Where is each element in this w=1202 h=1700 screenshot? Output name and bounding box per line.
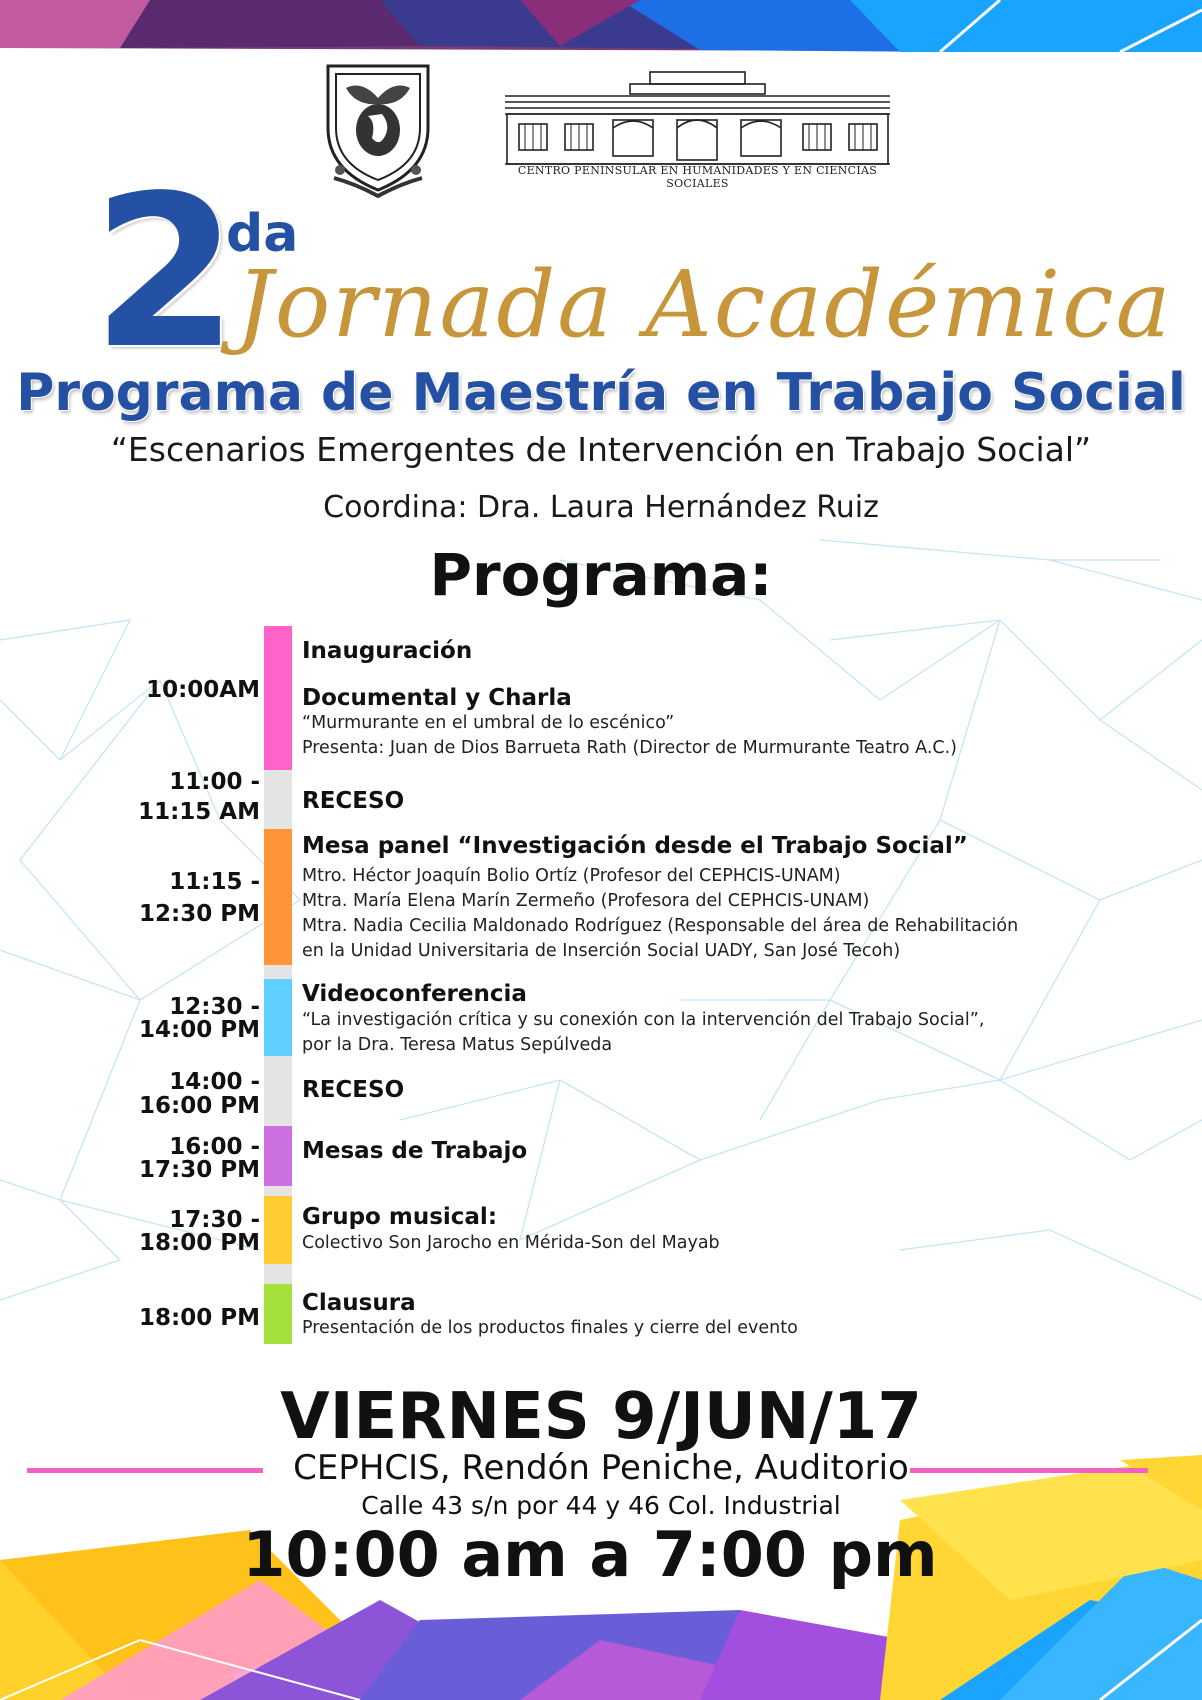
schedule-color-bar [264, 1196, 292, 1264]
schedule-title: Clausura [302, 1290, 416, 1316]
schedule-time: 16:00 PM [139, 1093, 260, 1119]
event-date: VIERNES 9/JUN/17 [280, 1380, 922, 1454]
schedule-desc: Colectivo Son Jarocho en Mérida-Son del Mayab [302, 1233, 720, 1253]
schedule-time: 11:00 - [169, 769, 260, 795]
schedule-title: Inauguración [302, 638, 473, 664]
event-venue: CEPHCIS, Rendón Peniche, Auditorio [293, 1448, 909, 1488]
event-hours: 10:00 am a 7:00 pm [242, 1518, 938, 1591]
schedule-color-bar [264, 1126, 292, 1186]
schedule-color-bar [264, 1284, 292, 1344]
schedule-gap-bar [264, 1186, 292, 1196]
schedule-time: 11:15 - [169, 869, 260, 895]
schedule-time: 17:30 PM [139, 1157, 260, 1183]
schedule-title: Mesas de Trabajo [302, 1138, 528, 1164]
schedule-time: 17:30 - [169, 1207, 260, 1233]
schedule-desc: en la Unidad Universitaria de Inserción Social UADY, San José Tecoh) [302, 941, 901, 961]
schedule-time: 18:00 PM [139, 1230, 260, 1256]
schedule-desc: Presentación de los productos finales y cierre del evento [302, 1318, 798, 1338]
schedule-time: 10:00AM [146, 677, 260, 703]
schedule-desc: Mtra. María Elena Marín Zermeño (Profesora del CEPHCIS-UNAM) [302, 891, 870, 911]
center-name: CENTRO PENINSULAR EN HUMANIDADES Y EN CIENCIAS SOCIALES [517, 164, 878, 190]
schedule-color-bar [264, 626, 292, 770]
coordinator: Coordina: Dra. Laura Hernández Ruiz [323, 490, 879, 525]
schedule-desc: Mtra. Nadia Cecilia Maldonado Rodríguez (Responsable del área de Rehabilitación [302, 916, 1019, 936]
schedule-color-bar [264, 829, 292, 965]
edition-ordinal-suffix: da [226, 204, 299, 264]
schedule-time: 14:00 PM [139, 1017, 260, 1043]
schedule-color-bar [264, 1056, 292, 1126]
schedule-color-bar [264, 770, 292, 829]
schedule-time: 12:30 - [169, 994, 260, 1020]
edition-number: 2 [92, 150, 233, 395]
schedule-gap-bar [264, 1264, 292, 1284]
schedule-color-bar [264, 979, 292, 1056]
schedule-title: Grupo musical: [302, 1204, 498, 1230]
event-name: Jornada Académica [236, 251, 1173, 358]
schedule-desc: por la Dra. Teresa Matus Sepúlveda [302, 1035, 613, 1055]
schedule-title: Documental y Charla [302, 685, 572, 711]
program-title: Programa de Maestría en Trabajo Social [16, 363, 1186, 423]
schedule-time: 11:15 AM [138, 799, 260, 825]
schedule-desc: “La investigación crítica y su conexión con la intervención del Trabajo Social”, [302, 1010, 985, 1030]
schedule-time: 16:00 - [169, 1134, 260, 1160]
schedule-time: 14:00 - [169, 1069, 260, 1095]
schedule-title: RECESO [302, 1077, 405, 1103]
schedule-title: Mesa panel “Investigación desde el Trabajo Social” [302, 833, 968, 859]
schedule-desc: Mtro. Héctor Joaquín Bolio Ortíz (Profesor del CEPHCIS-UNAM) [302, 866, 841, 886]
event-address: Calle 43 s/n por 44 y 46 Col. Industrial [361, 1491, 841, 1520]
schedule-gap-bar [264, 965, 292, 979]
schedule-time: 18:00 PM [139, 1305, 260, 1331]
schedule-title: Videoconferencia [302, 981, 527, 1007]
schedule-time: 12:30 PM [139, 901, 260, 927]
schedule-desc: “Murmurante en el umbral de lo escénico” [302, 713, 675, 733]
schedule-title: RECESO [302, 788, 405, 814]
programa-heading: Programa: [429, 541, 773, 609]
schedule-desc: Presenta: Juan de Dios Barrueta Rath (Director de Murmurante Teatro A.C.) [302, 738, 957, 758]
event-subtitle: “Escenarios Emergentes de Intervención en Trabajo Social” [110, 430, 1092, 469]
